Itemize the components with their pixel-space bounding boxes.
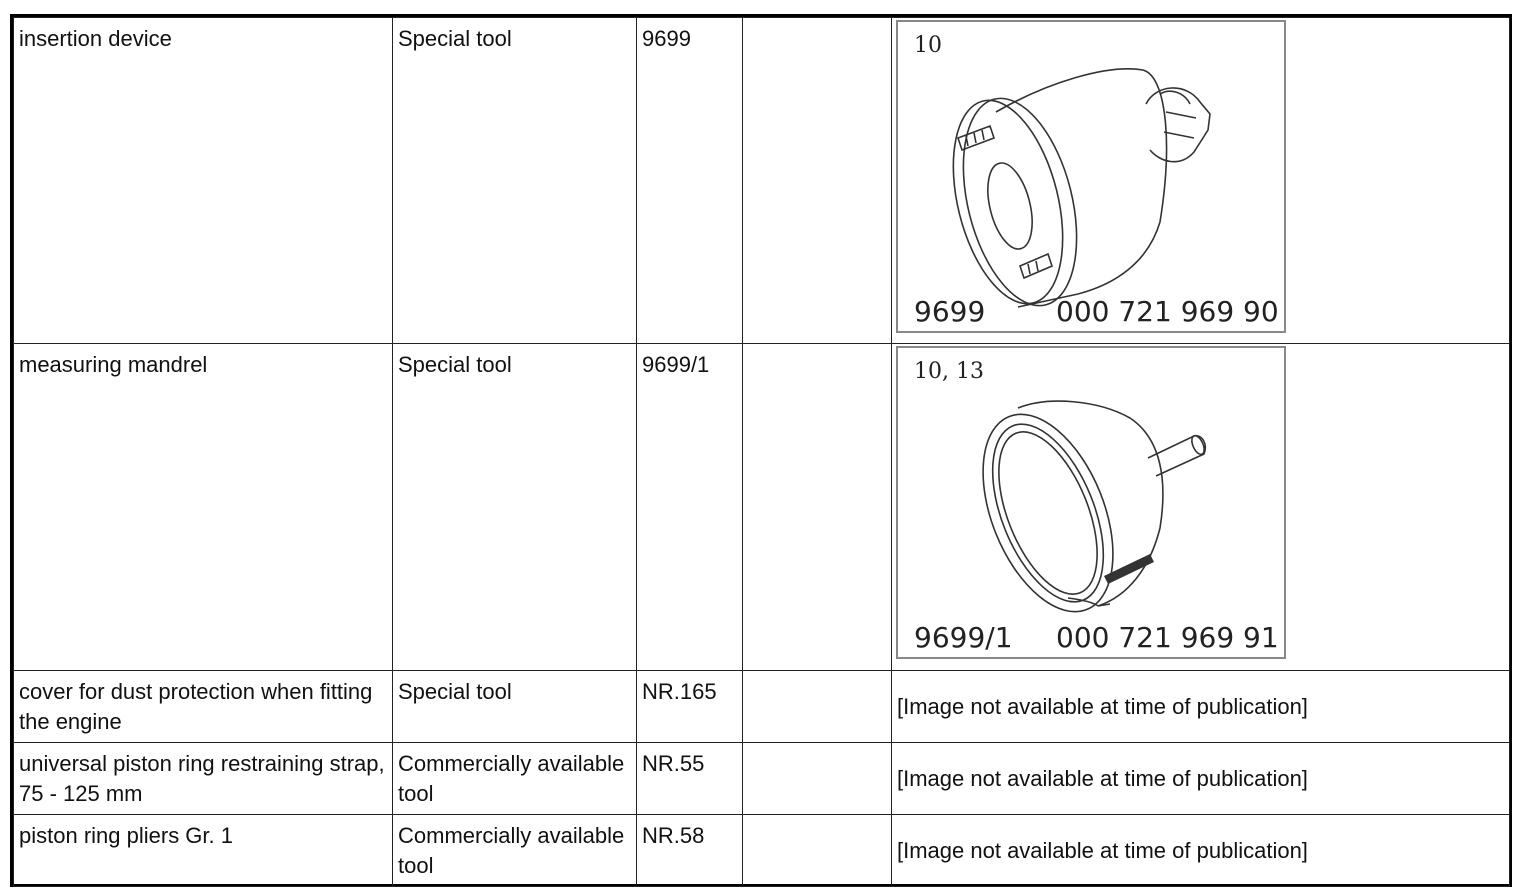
tool-table	[13, 17, 1510, 887]
image-unavailable-text: [Image not available at time of publication]	[892, 743, 1510, 815]
tool-type: Special tool	[393, 344, 637, 671]
insertion-device-drawing	[898, 22, 1284, 331]
tool-image-cell	[892, 344, 1510, 671]
table-row	[14, 18, 1510, 344]
figure-reference: 10	[914, 33, 942, 58]
figure-tool-number: 9699	[914, 295, 986, 328]
table-row	[14, 344, 1510, 671]
figure-part-number: 000 721 969 90	[1056, 295, 1279, 328]
tool-note	[743, 671, 892, 743]
tool-description: insertion device	[14, 18, 393, 344]
tool-note	[743, 344, 892, 671]
tool-number: 9699/1	[637, 344, 743, 671]
tool-number: NR.55	[637, 743, 743, 815]
tool-type: Commercially available tool	[393, 743, 637, 815]
tool-figure	[896, 346, 1286, 659]
tool-type: Special tool	[393, 18, 637, 344]
table-row	[14, 671, 1510, 743]
tool-note	[743, 743, 892, 815]
tool-description: piston ring pliers Gr. 1	[14, 815, 393, 887]
measuring-mandrel-drawing	[898, 348, 1284, 657]
tool-number: NR.58	[637, 815, 743, 887]
tool-type: Special tool	[393, 671, 637, 743]
table-row	[14, 815, 1510, 887]
tool-image-cell	[892, 18, 1510, 344]
tool-description: universal piston ring restraining strap, 75 - 125 mm	[14, 743, 393, 815]
figure-tool-number: 9699/1	[914, 621, 1013, 654]
tool-list-sheet	[10, 14, 1512, 887]
image-unavailable-text: [Image not available at time of publication]	[892, 671, 1510, 743]
tool-type: Commercially available tool	[393, 815, 637, 887]
table-row	[14, 743, 1510, 815]
tool-description: cover for dust protection when fitting the engine	[14, 671, 393, 743]
tool-number: 9699	[637, 18, 743, 344]
tool-figure	[896, 20, 1286, 333]
tool-note	[743, 815, 892, 887]
image-unavailable-text: [Image not available at time of publication]	[892, 815, 1510, 887]
tool-number: NR.165	[637, 671, 743, 743]
tool-note	[743, 18, 892, 344]
tool-description: measuring mandrel	[14, 344, 393, 671]
figure-part-number: 000 721 969 91	[1056, 621, 1279, 654]
figure-reference: 10, 13	[914, 359, 984, 384]
